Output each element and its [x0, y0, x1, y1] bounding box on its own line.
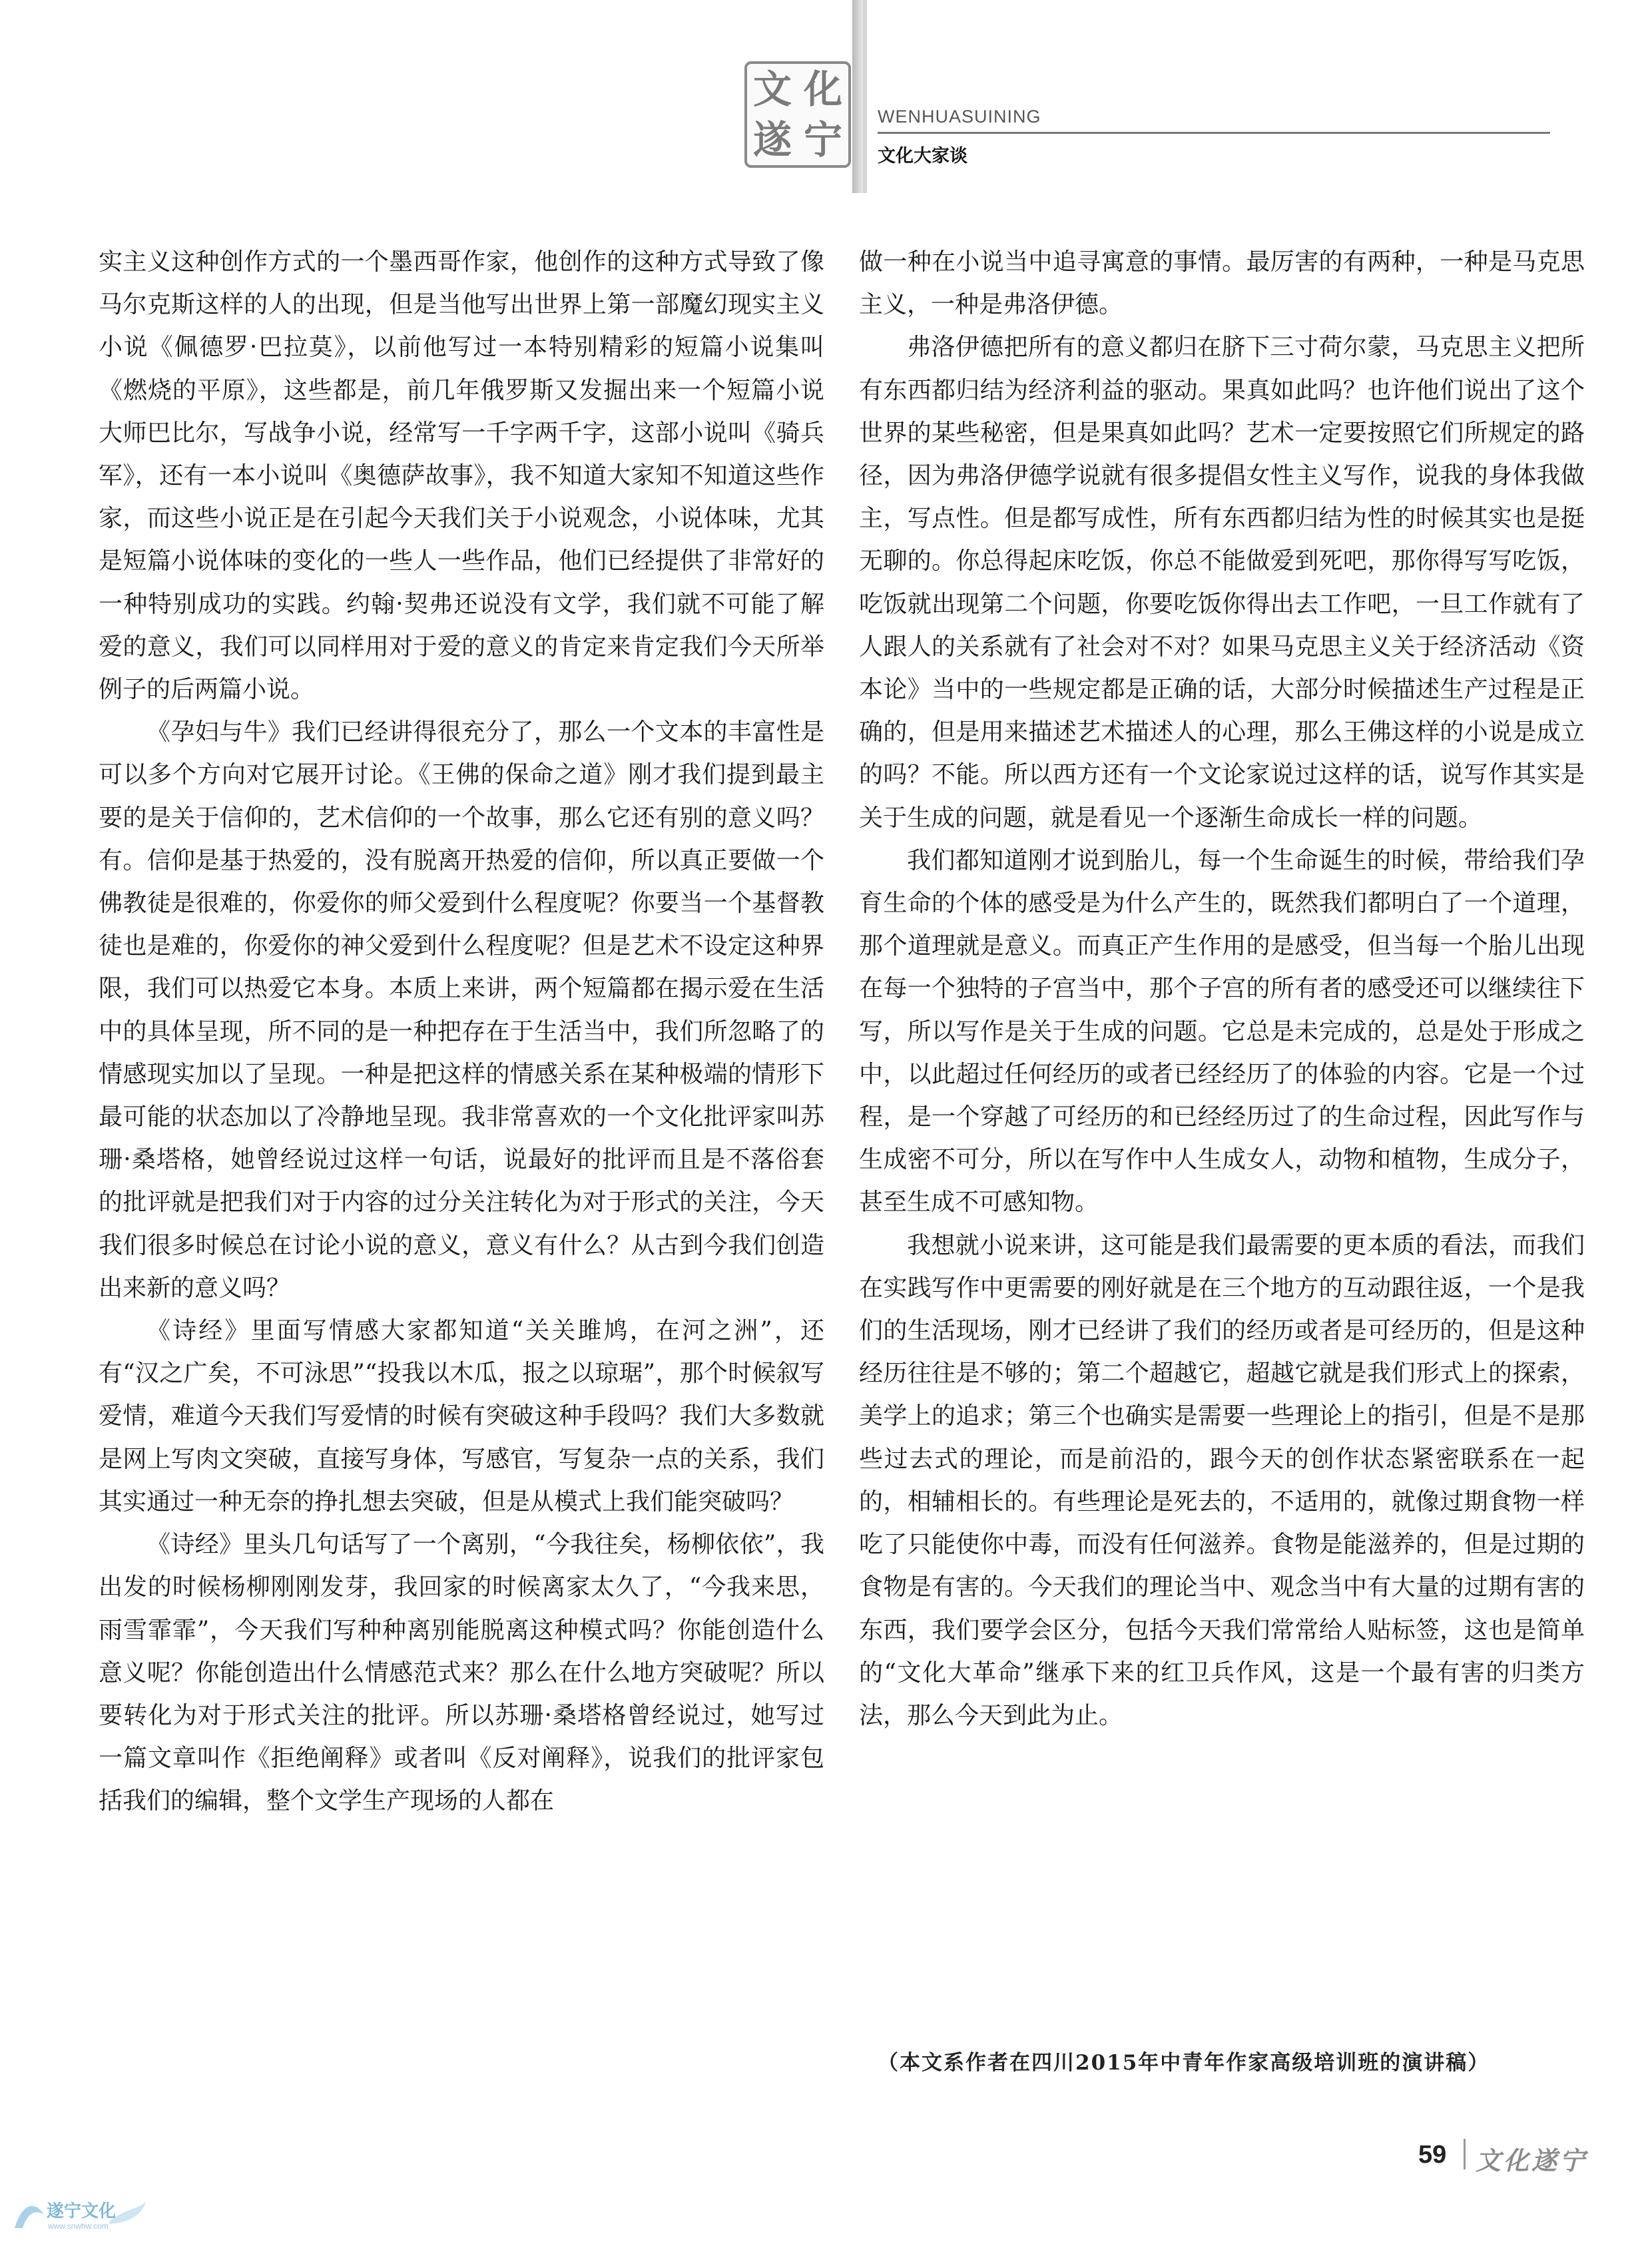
logo-char: 遂: [752, 117, 792, 162]
paragraph: 《孕妇与牛》我们已经讲得很充分了，那么一个文本的丰富性是可以多个方向对它展开讨论。《王佛的保命之道》刚才我们提到最主要的是关于信仰的，艺术信仰的一个故事，那么它还有别的意义吗？有。信仰是基于热爱的，没有脱离开热爱的信仰，所以真正要做一个佛教徒是很难的，你爱你的师父爱到什么程度呢？你要当一个基督教徒也是难的，你爱你的神父爱到什么程度呢？但是艺术不设定这种界限，我们可以热爱它本身。本质上来讲，两个短篇都在揭示爱在生活中的具体呈现，所不同的是一种把存在于生活当中，我们所忽略了的情感现实加以了呈现。一种是把这样的情感关系在某种极端的情形下最可能的状态加以了冷静地呈现。我非常喜欢的一个文化批评家叫苏珊·桑塔格，她曾经说过这样一句话，说最好的批评而且是不落俗套的批评就是把我们对于内容的过分关注转化为对于形式的关注，今天我们很多时候总在讨论小说的意义，意义有什么？从古到今我们创造出来新的意义吗？: [99, 718, 824, 1302]
watermark-text: 遂宁文化: [47, 2201, 117, 2221]
paragraph: 弗洛伊德把所有的意义都归在脐下三寸荷尔蒙，马克思主义把所有东西都归结为经济利益的驱动。果真如此吗？也许他们说出了这个世界的某些秘密，但是果真如此吗？艺术一定要按照它们所规定的路径，因为弗洛伊德学说就有很多提倡女性主义写作，说我的身体我做主，写点性。但是都写成性，所有东西都归结为性的时候其实也是挺无聊的。你总得起床吃饭，你总不能做爱到死吧，那你得写写吃饭，吃饭就出现第二个问题，你要吃饭你得出去工作吧，一旦工作就有了人跟人的关系就有了社会对不对？如果马克思主义关于经济活动《资本论》当中的一些规定都是正确的话，大部分时候描述生产过程是正确的，但是用来描述艺术描述人的心理，那么王佛这样的小说是成立的吗？不能。所以西方还有一个文论家说过这样的话，说写作其实是关于生成的问题，就是看见一个逐渐生命成长一样的问题。: [859, 334, 1585, 832]
logo-char: 宁: [803, 117, 842, 162]
paragraph: 《诗经》里面写情感大家都知道“关关雎鸠，在河之洲”，还有“汉之广矣，不可泳思”“投我以木瓜，报之以琼琚”，那个时候叙写爱情，难道今天我们写爱情的时候有突破这种手段吗？我们大多数就是网上写肉文突破，直接写身体，写感官，写复杂一点的关系，我们其实通过一种无奈的挣扎想去突破，但是从模式上我们能突破吗？: [99, 1317, 824, 1516]
logo-char: 化: [803, 67, 842, 112]
paragraph: 我们都知道刚才说到胎儿，每一个生命诞生的时候，带给我们孕育生命的个体的感受是为什么产生的，既然我们都明白了一个道理，那个道理就是意义。而真正产生作用的是感受，但当每一个胎儿出现在每一个独特的子宫当中，那个子宫的所有者的感受还可以继续往下写，所以写作是关于生成的问题。它总是未完成的，总是处于形成之中，以此超过任何经历的或者已经经历了的体验的内容。它是一个过程，是一个穿越了可经历的和已经经历过了的生命过程，因此写作与生成密不可分，所以在写作中人生成女人，动物和植物，生成分子，甚至生成不可感知物。: [859, 846, 1585, 1217]
watermark-url: www.snwhw.com: [48, 2221, 109, 2231]
magazine-name-en: WENHUASUINING: [878, 107, 1041, 127]
magazine-logo: [744, 61, 851, 168]
paragraph: 实主义这种创作方式的一个墨西哥作家，他创作的这种方式导致了像马尔克斯这样的人的出现，但是当他写出世界上第一部魔幻现实主义小说《佩德罗·巴拉莫》，以前他写过一本特别精彩的短篇小说集叫《燃烧的平原》，这些都是，前几年俄罗斯又发掘出来一个短篇小说大师巴比尔，写战争小说，经常写一千字两千字，这部小说叫《骑兵军》，还有一本小说叫《奥德萨故事》，我不知道大家知不知道这些作家，而这些小说正是在引起今天我们关于小说观念，小说体味，尤其是短篇小说体味的变化的一些人一些作品，他们已经提供了非常好的一种特别成功的实践。约翰·契弗还说没有文学，我们就不可能了解爱的意义，我们可以同样用对于爱的意义的肯定来肯定我们今天所举例子的后两篇小说。: [99, 248, 824, 704]
article-credit: （本文系作者在四川2015年中青年作家高级培训班的演讲稿）: [878, 2051, 1490, 2075]
paragraph: 做一种在小说当中追寻寓意的事情。最厉害的有两种，一种是马克思主义，一种是弗洛伊德。: [859, 248, 1585, 319]
paragraph: 《诗经》里头几句话写了一个离别，“今我往矣，杨柳依依”，我出发的时候杨柳刚刚发芽，我回家的时候离家太久了，“今我来思，雨雪霏霏”，今天我们写种种离别能脱离这种模式吗？你能创造什么意义呢？你能创造出什么情感范式来？那么在什么地方突破呢？所以要转化为对于形式关注的批评。所以苏珊·桑塔格曾经说过，她写过一篇文章叫作《拒绝阐释》或者叫《反对阐释》，说我们的批评家包括我们的编辑，整个文学生产现场的人都在: [99, 1531, 824, 1815]
footer-magazine-name: 文化遂宁: [1476, 2145, 1588, 2175]
header-rule: [878, 132, 1550, 134]
section-title: 文化大家谈: [878, 146, 967, 166]
footer-divider: [1464, 2139, 1466, 2169]
right-column: [859, 241, 1585, 1737]
header-divider-shadow: [863, 0, 867, 193]
paragraph: 我想就小说来讲，这可能是我们最需要的更本质的看法，而我们在实践写作中更需要的刚好就是在三个地方的互动跟往返，一个是我们的生活现场，刚才已经讲了我们的经历或者是可经历的，但是这种经历往往是不够的；第二个超越它，超越它就是我们形式上的探索，美学上的追求；第三个也确实是需要一些理论上的指引，但是不是那些过去式的理论，而是前沿的，跟今天的创作状态紧密联系在一起的，相辅相长的。有些理论是死去的，不适用的，就像过期食物一样吃了只能使你中毒，而没有任何滋养。食物是能滋养的，但是过期的食物是有害的。今天我们的理论当中、观念当中有大量的过期有害的东西，我们要学会区分，包括今天我们常常给人贴标签，这也是简单的“文化大革命”继承下来的红卫兵作风，这是一个最有害的归类方法，那么今天到此为止。: [859, 1231, 1585, 1729]
header-divider-bar: [852, 0, 863, 193]
logo-char: 文: [752, 67, 792, 112]
page-number: 59: [1418, 2141, 1447, 2169]
left-column: [99, 241, 824, 1823]
